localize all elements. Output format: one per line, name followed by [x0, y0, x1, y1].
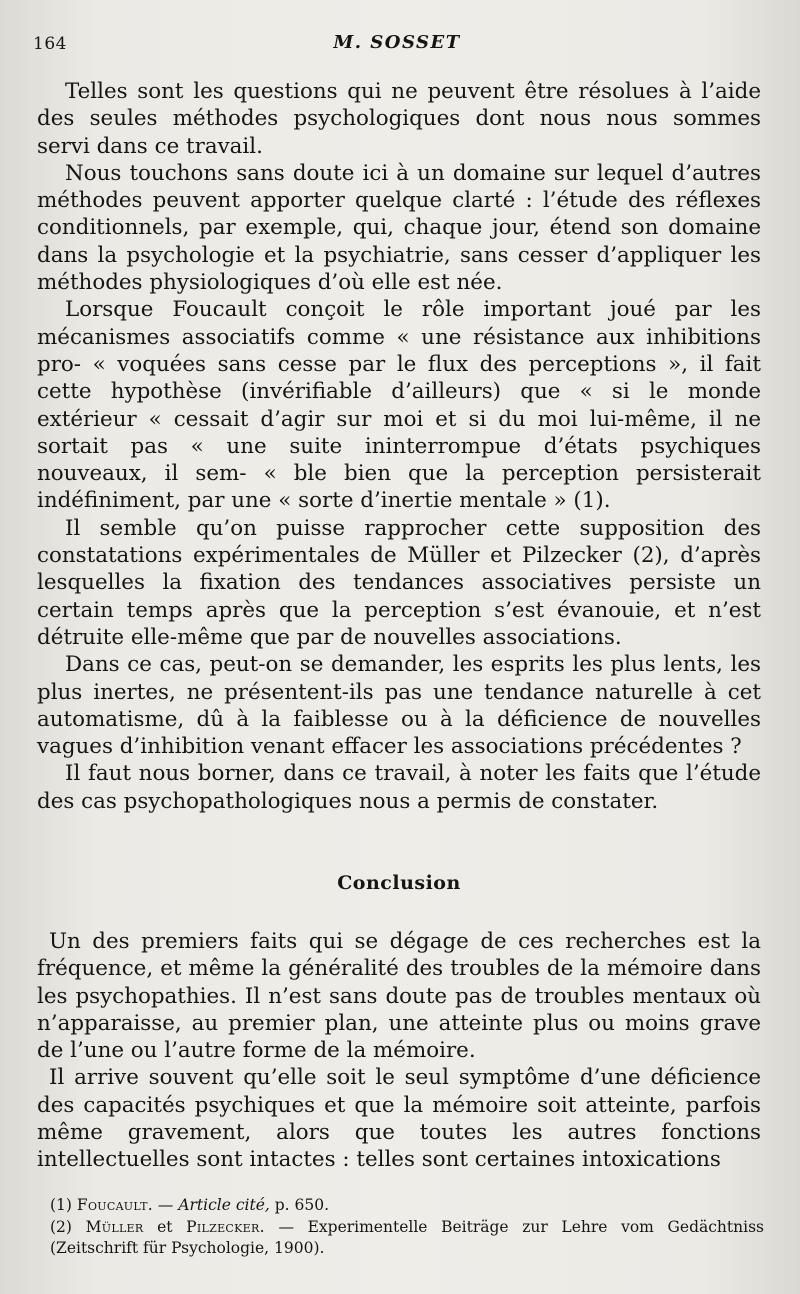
footnote-1-title: Article cité,	[178, 1196, 270, 1214]
conclusion-paragraph-1: Un des premiers faits qui se dégage de ces recherches est la fréquence, et même la généralité des troubles de la mémoire dans les psychopathies. Il n’est sans doute pas de troubles mentaux où n’apparaisse, au premier plan, une atteinte plus ou moins grave de l’une ou l’autre forme de la mémoire.	[37, 929, 761, 1064]
paragraph-muller-pilzecker: Il semble qu’on puisse rapprocher cette supposition des constatations expérimentales de Müller et Pilzecker (2), d’après lesquelles la fixation des tendances associatives persiste un certain temps après que la perception s’est évanouie, et n’est détruite elle-même que par de nouvelles associations.	[37, 515, 761, 650]
section-title-conclusion: Conclusion	[337, 872, 461, 894]
footnote-1-dash: —	[152, 1196, 179, 1214]
running-head: M. SOSSET	[333, 32, 461, 53]
footnote-1-author: Foucault.	[76, 1196, 153, 1214]
footnote-2	[50, 1217, 764, 1260]
paragraph-inertia: Dans ce cas, peut-on se demander, les esprits les plus lents, les plus inertes, ne présentent-ils pas une tendance naturelle à cet automatisme, dû à la faiblesse ou à la déficience de nouvelles vagues d’inhibition venant effacer les associations précédentes ?	[37, 652, 761, 760]
conclusion-paragraph-2: Il arrive souvent qu’elle soit le seul symptôme d’une déficience des capacités psychiques et que la mémoire soit atteinte, parfois même gravement, alors que toutes les autres fonctions intellectuelles sont intactes : telles sont certaines intoxications	[37, 1065, 761, 1173]
footnote-2-author-2: Pilzecker.	[186, 1217, 265, 1236]
body-text	[37, 78, 761, 815]
footnote-2-rest: — Experimentelle Beiträge zur Lehre vom Gedächtniss (Zeitschrift für Psychologie, 1900).	[50, 1217, 764, 1257]
page-header	[33, 30, 761, 58]
paragraph-limit: Il faut nous borner, dans ce travail, à noter les faits que l’étude des cas psychopathologiques nous a permis de constater.	[37, 761, 761, 814]
paragraph-questions: Telles sont les questions qui ne peuvent être résolues à l’aide des seules méthodes psychologiques dont nous nous sommes servi dans ce travail.	[37, 79, 761, 159]
footnote-1-rest: p. 650.	[269, 1196, 330, 1214]
footnotes	[50, 1195, 764, 1260]
footnote-2-et: et	[143, 1217, 187, 1236]
paragraph-methods: Nous touchons sans doute ici à un domaine sur lequel d’autres méthodes peuvent apporter quelque clarté : l’étude des réflexes conditionnels, par exemple, qui, chaque jour, étend son domaine dans la psychologie et la psychiatrie, sans cesser d’appliquer les méthodes physiologiques d’où elle est née.	[37, 160, 761, 296]
conclusion-text	[37, 928, 761, 1174]
footnote-1-marker: (1)	[50, 1196, 72, 1214]
footnote-2-author-1: Müller	[85, 1217, 144, 1236]
paragraph-foucault: Lorsque Foucault conçoit le rôle important joué par les mécanismes associatifs comme « une résistance aux inhibitions pro- « voquées sans cesse par le flux des perceptions », il fait cette hypothèse (invérifiable d’ailleurs) que « si le monde extérieur « cessait d’agir sur moi et si du moi lui-même, il ne sortait pas « une suite ininterrompue d’états psychiques nouveaux, il sem- « ble bien que la perception persisterait indéfiniment, par une « sorte d’inertie mentale » (1).	[37, 297, 761, 514]
footnote-1	[50, 1195, 764, 1217]
page-number: 164	[33, 34, 67, 54]
footnote-2-marker: (2)	[50, 1217, 72, 1236]
